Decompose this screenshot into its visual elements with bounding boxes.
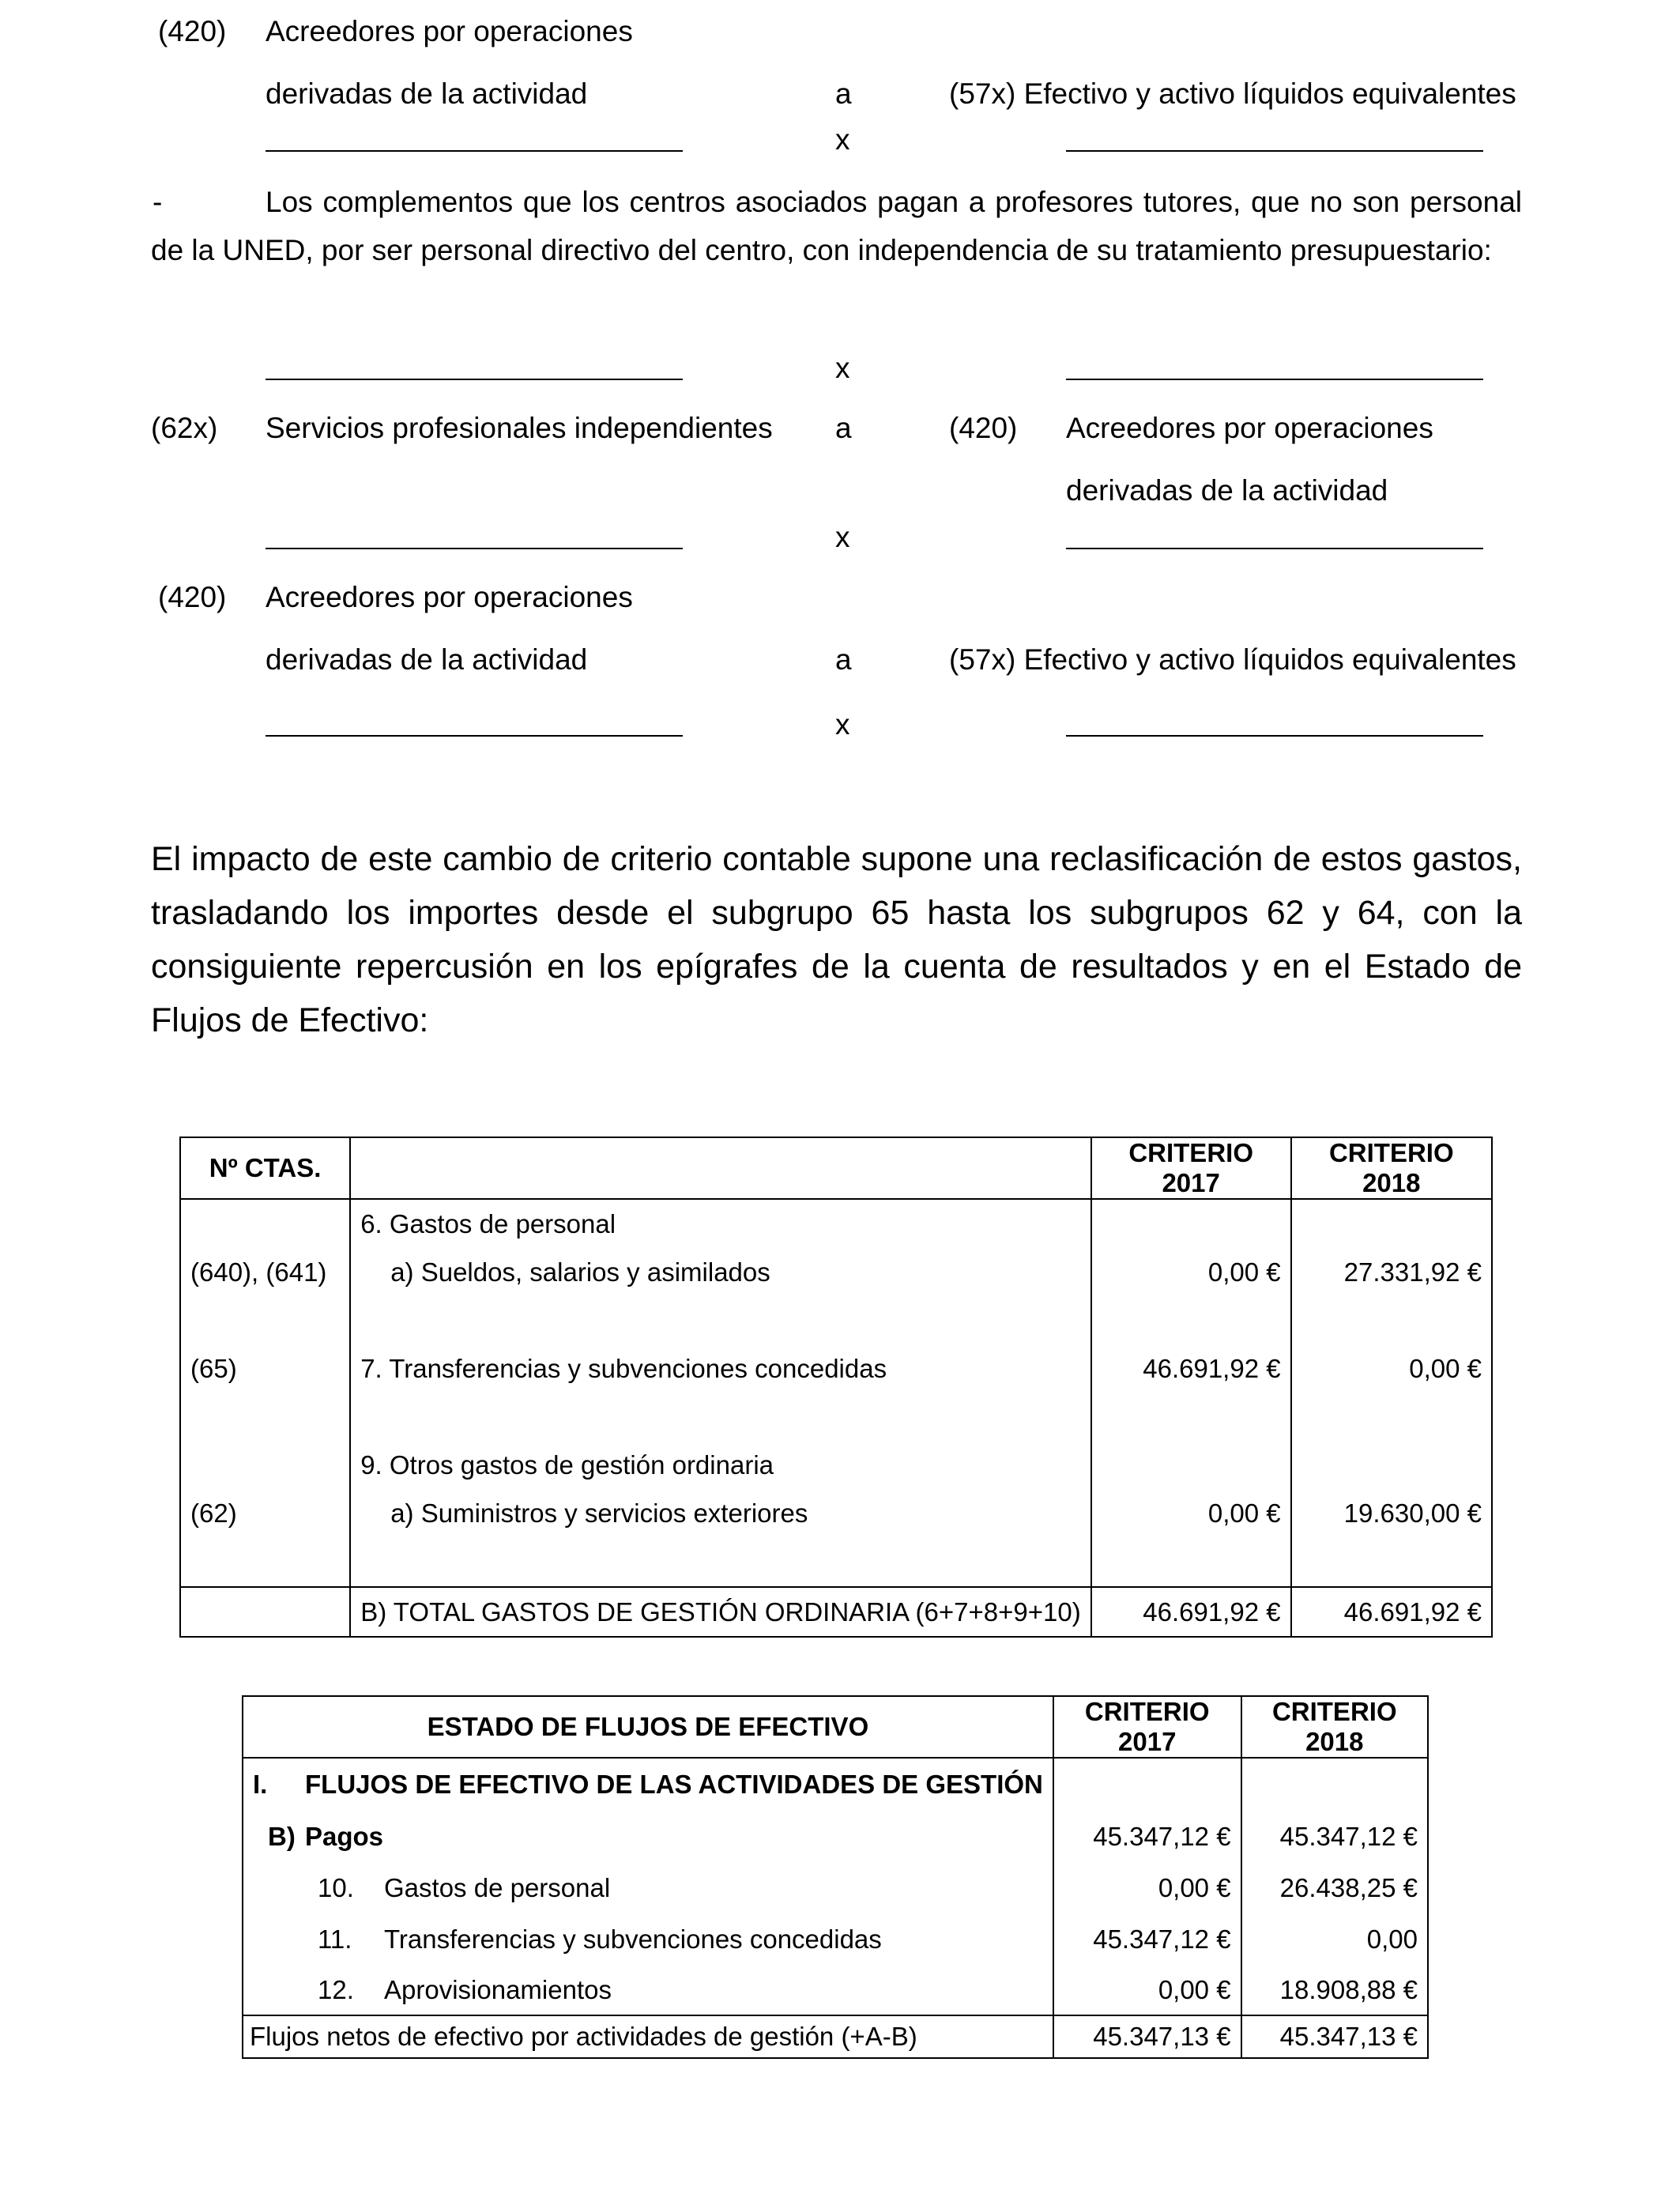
entry-b-debit-text: Servicios profesionales independientes <box>266 412 773 444</box>
cashflow-section-num: I. <box>253 1770 268 1799</box>
cashflow-row-2018: 18.908,88 € <box>1241 1965 1428 2015</box>
cashflow-section-cell <box>243 1758 1053 1811</box>
results-table <box>179 1137 1493 1638</box>
impact-paragraph: El impacto de este cambio de criterio contable supone una reclasificación de estos gastos, trasladando los importes desde el subgrupo 65 hasta los subgrupos 62 y 64, con la consiguiente repercusión en los epígrafes de la cuenta de resultados y en el Estado de Flujos de Efectivo: <box>151 840 1522 1039</box>
results-2018-cell <box>1291 1199 1492 1587</box>
results-header-accounts: Nº CTAS. <box>180 1137 350 1199</box>
cashflow-section-row <box>243 1758 1428 1811</box>
entry-b-x-bottom: x <box>835 521 850 553</box>
cashflow-section-2017 <box>1053 1758 1241 1811</box>
cashflow-header-2018: CRITERIO 2018 <box>1241 1696 1428 1758</box>
entry-c-left-rule <box>266 735 683 737</box>
entry-c-debit-line2: derivadas de la actividad <box>266 643 588 676</box>
cashflow-header-title: ESTADO DE FLUJOS DE EFECTIVO <box>243 1696 1053 1758</box>
g7-code: (65) <box>190 1354 237 1383</box>
g6-item: a) Sueldos, salarios y asimilados <box>390 1257 770 1287</box>
cashflow-payments-cell <box>243 1811 1053 1862</box>
entry-b-top-right-rule <box>1066 379 1483 380</box>
g6-2017: 0,00 € <box>1207 1257 1281 1287</box>
cashflow-section-2018 <box>1241 1758 1428 1811</box>
cashflow-payments-2018: 45.347,12 € <box>1241 1811 1428 1862</box>
results-total-blank <box>180 1587 350 1637</box>
entry-b-credit-line2: derivadas de la actividad <box>1066 474 1388 507</box>
g9-2018: 19.630,00 € <box>1343 1498 1482 1528</box>
results-total-2018: 46.691,92 € <box>1291 1587 1492 1637</box>
cashflow-row-num: 11. <box>318 1924 352 1954</box>
results-header-blank <box>350 1137 1091 1199</box>
cashflow-row-label: Transferencias y subvenciones concedidas <box>384 1924 882 1954</box>
cashflow-row-label-cell <box>243 1862 1053 1913</box>
cashflow-net-label: Flujos netos de efectivo por actividades de gestión (+A-B) <box>243 2015 1053 2058</box>
note-dash: - <box>153 186 163 218</box>
entry-a-x-mark: x <box>835 123 850 156</box>
cashflow-table <box>242 1695 1429 2059</box>
entry-a-a-mark: a <box>835 77 852 110</box>
g6-2018: 27.331,92 € <box>1343 1257 1482 1287</box>
cashflow-row-label-cell <box>243 1913 1053 1965</box>
g7-2018: 0,00 € <box>1409 1354 1482 1383</box>
entry-a-debit-code: (420) <box>158 15 227 47</box>
cashflow-net-2017: 45.347,13 € <box>1053 2015 1241 2058</box>
cashflow-header-2017: CRITERIO 2017 <box>1053 1696 1241 1758</box>
results-codes-cell <box>180 1199 350 1587</box>
cashflow-payments-2017: 45.347,12 € <box>1053 1811 1241 1862</box>
cashflow-row <box>243 1913 1428 1965</box>
entry-c-a-mark: a <box>835 643 852 676</box>
cashflow-row-2017: 0,00 € <box>1053 1862 1241 1913</box>
cashflow-payments-title: Pagos <box>305 1822 384 1851</box>
g9-title: 9. Otros gastos de gestión ordinaria <box>360 1450 774 1480</box>
entry-c-x-mark: x <box>835 708 850 741</box>
entry-c-credit: (57x) Efectivo y activo líquidos equivalentes <box>949 643 1516 676</box>
entry-a-credit: (57x) Efectivo y activo líquidos equivalentes <box>949 77 1516 110</box>
entry-c-debit-code: (420) <box>158 581 227 613</box>
entry-a-left-rule <box>266 150 683 152</box>
cashflow-payments-row <box>243 1811 1428 1862</box>
cashflow-row <box>243 1862 1428 1913</box>
results-total-row <box>180 1587 1492 1637</box>
cashflow-row-label: Gastos de personal <box>384 1873 611 1902</box>
results-header-row <box>180 1137 1492 1199</box>
cashflow-row-num: 10. <box>318 1873 354 1902</box>
entry-b-a-mark: a <box>835 412 852 444</box>
entry-a-debit-line1: Acreedores por operaciones <box>266 15 633 47</box>
g9-item: a) Suministros y servicios exteriores <box>390 1498 808 1528</box>
entry-b-top-left-rule <box>266 379 683 380</box>
entry-b-bottom-left-rule <box>266 548 683 549</box>
results-total-label: B) TOTAL GASTOS DE GESTIÓN ORDINARIA (6+7+8+9+10) <box>350 1587 1091 1637</box>
cashflow-net-2018: 45.347,13 € <box>1241 2015 1428 2058</box>
note-paragraph: Los complementos que los centros asociados pagan a profesores tutores, que no son personal de la UNED, por ser personal directivo del centro, con independencia de su tratamiento presupuestario: <box>151 186 1522 266</box>
cashflow-row-2017: 45.347,12 € <box>1053 1913 1241 1965</box>
cashflow-row-2018: 26.438,25 € <box>1241 1862 1428 1913</box>
results-concepts-cell <box>350 1199 1091 1587</box>
g6-code: (640), (641) <box>190 1257 327 1287</box>
entry-b-credit-code: (420) <box>949 412 1018 444</box>
results-body-row <box>180 1199 1492 1587</box>
g6-title: 6. Gastos de personal <box>360 1209 616 1238</box>
cashflow-row-2017: 0,00 € <box>1053 1965 1241 2015</box>
cashflow-payments-label: B) <box>268 1822 296 1851</box>
cashflow-row-2018: 0,00 <box>1241 1913 1428 1965</box>
entry-c-debit-line1: Acreedores por operaciones <box>266 581 633 613</box>
entry-b-bottom-right-rule <box>1066 548 1483 549</box>
entry-c-right-rule <box>1066 735 1483 737</box>
cashflow-section-title: FLUJOS DE EFECTIVO DE LAS ACTIVIDADES DE GESTIÓN <box>305 1770 1043 1799</box>
cashflow-row-num: 12. <box>318 1975 354 2004</box>
cashflow-row-label: Aprovisionamientos <box>384 1975 612 2004</box>
results-header-2018: CRITERIO 2018 <box>1291 1137 1492 1199</box>
cashflow-header-row <box>243 1696 1428 1758</box>
results-2017-cell <box>1091 1199 1291 1587</box>
entry-b-credit-line1: Acreedores por operaciones <box>1066 412 1433 444</box>
cashflow-row-label-cell <box>243 1965 1053 2015</box>
g9-code: (62) <box>190 1498 237 1528</box>
cashflow-row <box>243 1965 1428 2015</box>
cashflow-net-row <box>243 2015 1428 2058</box>
g7-2017: 46.691,92 € <box>1143 1354 1281 1383</box>
g7-title: 7. Transferencias y subvenciones concedidas <box>360 1354 887 1383</box>
results-total-2017: 46.691,92 € <box>1091 1587 1291 1637</box>
results-header-2017: CRITERIO 2017 <box>1091 1137 1291 1199</box>
g9-2017: 0,00 € <box>1207 1498 1281 1528</box>
entry-a-right-rule <box>1066 150 1483 152</box>
entry-b-x-top: x <box>835 352 850 384</box>
entry-b-debit-code: (62x) <box>151 412 218 444</box>
entry-a-debit-line2: derivadas de la actividad <box>266 77 588 110</box>
